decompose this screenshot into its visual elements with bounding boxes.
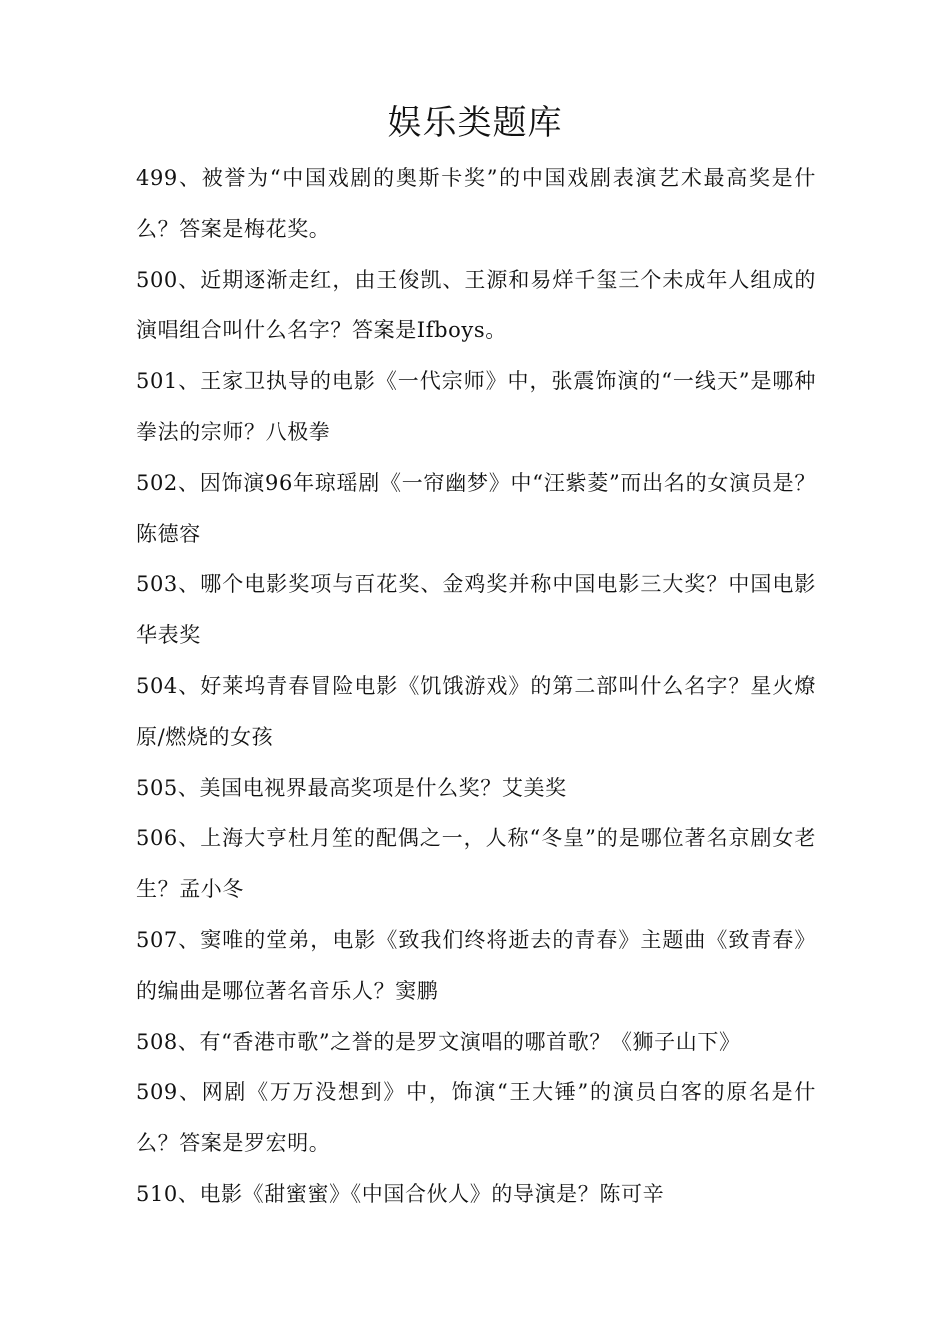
question-item-504: 504、好莱坞青春冒险电影《饥饿游戏》的第二部叫什么名字？星火燎原/燃烧的女孩 bbox=[136, 673, 816, 749]
question-list bbox=[136, 153, 816, 1220]
document-title: 娱乐类题库 bbox=[387, 103, 563, 143]
question-item-508: 508、有“香港市歌”之誉的是罗文演唱的哪首歌？《狮子山下》 bbox=[136, 1029, 741, 1054]
question-item-503: 503、哪个电影奖项与百花奖、金鸡奖并称中国电影三大奖？中国电影华表奖 bbox=[136, 572, 816, 648]
question-item-506: 506、上海大亨杜月笙的配偶之一，人称“冬皇”的是哪位著名京剧女老生？孟小冬 bbox=[136, 826, 816, 902]
question-item-510: 510、电影《甜蜜蜜》《中国合伙人》的导演是？陈可辛 bbox=[136, 1181, 665, 1206]
question-item-499: 499、被誉为“中国戏剧的奥斯卡奖”的中国戏剧表演艺术最高奖是什么？答案是梅花奖。 bbox=[136, 166, 816, 241]
question-item-505: 505、美国电视界最高奖项是什么奖？艾美奖 bbox=[136, 775, 567, 800]
question-item-507: 507、窦唯的堂弟，电影《致我们终将逝去的青春》主题曲《致青春》的编曲是哪位著名音乐人？窦鹏 bbox=[136, 927, 816, 1003]
question-item-509: 509、网剧《万万没想到》中，饰演“王大锤”的演员白客的原名是什么？答案是罗宏明。 bbox=[136, 1080, 816, 1156]
question-item-501: 501、王家卫执导的电影《一代宗师》中，张震饰演的“一线天”是哪种拳法的宗师？八极拳 bbox=[136, 369, 816, 444]
question-item-502: 502、因饰演96年琼瑶剧《一帘幽梦》中“汪紫菱”而出名的女演员是？陈德容 bbox=[136, 470, 816, 546]
question-item-500: 500、近期逐渐走红，由王俊凯、王源和易烊千玺三个未成年人组成的演唱组合叫什么名字？答案是Ifboys。 bbox=[136, 267, 816, 343]
